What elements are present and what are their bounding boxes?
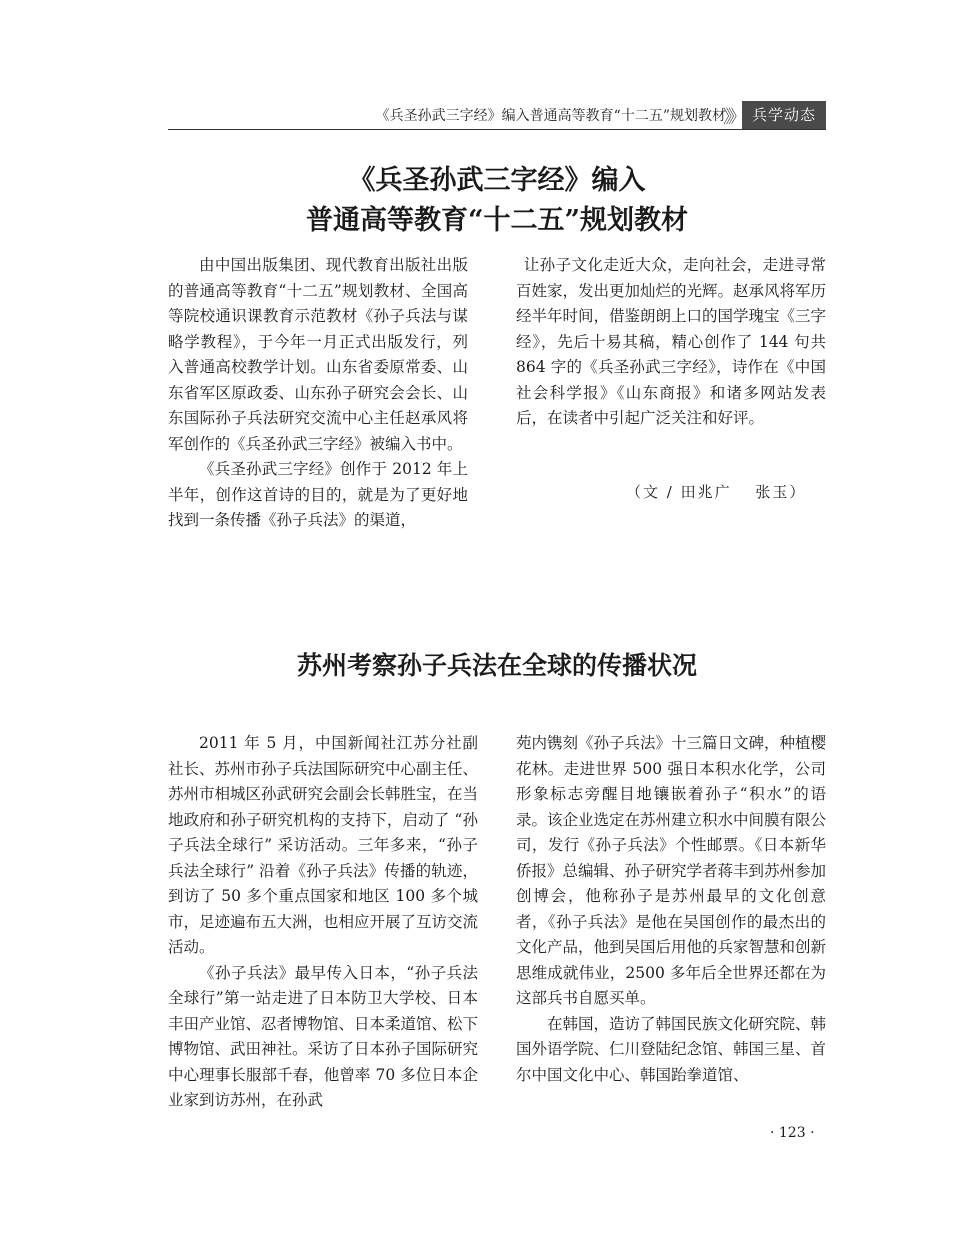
paragraph: 在韩国，造访了韩国民族文化研究院、韩国外语学院、仁川登陆纪念馆、韩国三星、首尔中国文化中心、韩国跆拳道馆、 <box>516 1014 827 1084</box>
running-header <box>168 101 826 130</box>
byline: （文 / 田兆广 张玉） <box>626 483 807 501</box>
paragraph: 由中国出版集团、现代教育出版社出版的普通高等教育“十二五”规划教材、全国高等院校通识课教育示范教材《孙子兵法与谋略学教程》，于今年一月正式出版发行，列入普通高校教学计划。山东省委原常委、山东省军区原政委、山东孙子研究会会长、山东国际孙子兵法研究交流中心主任赵承风将军创作的《兵圣孙武三字经》被编入书中。 <box>168 256 468 453</box>
paragraph: 苑内镌刻《孙子兵法》十三篇日文碑，种植樱花林。走进世界 500 强日本积水化学，公司形象标志旁醒目地镶嵌着孙子“积水”的语录。该企业选定在苏州建立积水中间膜有限公司，发行《孙子兵法》个性邮票。《日本新华侨报》总编辑、孙子研究学者蒋丰到苏州参加创博会，他称孙子是苏州最早的文化创意者，《孙子兵法》是他在吴国创作的最杰出的文化产品，他到吴国后用他的兵家智慧和创新思维成就伟业，2500 多年后全世界还都在为这部兵书自愿买单。 <box>516 734 827 1007</box>
paragraph: 2011 年 5 月，中国新闻社江苏分社副社长、苏州市孙子兵法国际研究中心副主任、苏州市相城区孙武研究会副会长韩胜宝，在当地政府和孙子研究机构的支持下，启动了 “孙子兵法全球行” 采访活动。三年多来，“孙子兵法全球行” 沿着《孙子兵法》传播的轨迹，到访了 50 多个重点国家和地区 100 多个城市，足迹遍布五大洲，也相应开展了互访交流活动。 <box>168 734 479 956</box>
chevron-right-icon: 》》 <box>723 107 742 128</box>
section-badge: 兵学动态 <box>742 101 826 129</box>
paragraph: 《兵圣孙武三字经》创作于 2012 年上半年，创作这首诗的目的，就是为了更好地找到一条传播《孙子兵法》的渠道， <box>168 460 468 529</box>
article2-title: 苏州考察孙子兵法在全球的传播状况 <box>296 651 697 680</box>
article2-left-column <box>168 731 478 1114</box>
running-title: 《兵圣孙武三字经》编入普通高等教育“十二五”规划教材 <box>375 108 726 124</box>
article1-right-column <box>516 253 826 432</box>
article1-left-column <box>168 253 468 534</box>
page-number: · 123 · <box>770 1125 815 1141</box>
paragraph: 《孙子兵法》最早传入日本，“孙子兵法全球行”第一站走进了日本防卫大学校、日本丰田产业馆、忍者博物馆、日本柔道馆、松下博物馆、武田神社。采访了日本孙子国际研究中心理事长服部千春，他曾率 70 多位日本企业家到访苏州，在孙武 <box>168 963 479 1109</box>
paragraph: 让孙子文化走近大众，走向社会，走进寻常百姓家，发出更加灿烂的光辉。赵承风将军历经半年时间，借鉴朗朗上口的国学瑰宝《三字经》，先后十易其稿，精心创作了 144 句共 864 字的《兵圣孙武三字经》，诗作在《中国社会科学报》《山东商报》和诸多网站发表后，在读者中引起广泛关注和好评。 <box>516 256 827 427</box>
article2-right-column <box>516 731 826 1088</box>
article1-title-line2: 普通高等教育“十二五”规划教材 <box>305 205 689 236</box>
article1-title-line1: 《兵圣孙武三字经》编入 <box>348 165 646 196</box>
